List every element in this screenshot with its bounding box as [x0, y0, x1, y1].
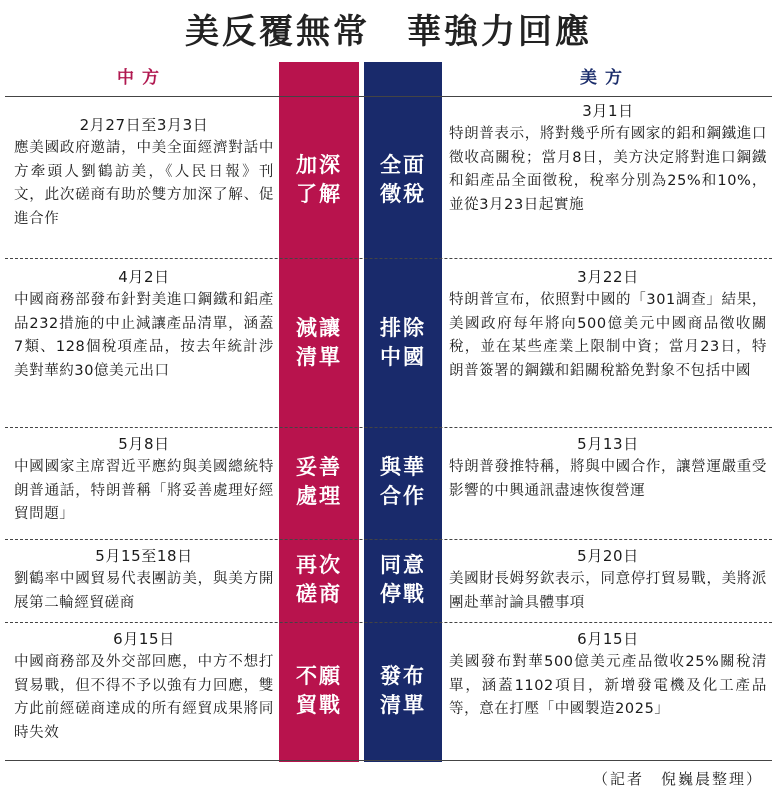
- us-tag: [363, 551, 443, 609]
- tag-line: 全面: [380, 153, 426, 177]
- tag-line: 清單: [380, 693, 426, 717]
- us-entry: [449, 266, 767, 383]
- row-divider: [5, 539, 772, 540]
- us-tag: [363, 453, 443, 511]
- us-entry: [449, 628, 767, 722]
- header-divider: [5, 96, 772, 97]
- entry-date: 6月15日: [577, 630, 639, 648]
- row-divider: [5, 427, 772, 428]
- entry-date: 5月15至18日: [95, 547, 193, 565]
- us-entry: [449, 433, 767, 503]
- entry-text: 應美國政府邀請，中美全面經濟對話中方牽頭人劉鶴訪美，《人民日報》刊文，此次磋商有助於雙方加深了解、促進合作: [14, 140, 274, 227]
- tag-line: 減讓: [296, 316, 342, 340]
- china-entry: [14, 114, 274, 231]
- china-tag: [279, 453, 359, 511]
- china-tag: [279, 551, 359, 609]
- us-entry: [449, 100, 767, 217]
- tag-line: 與華: [380, 455, 426, 479]
- entry-date: 5月8日: [118, 435, 170, 453]
- tag-line: 發布: [380, 664, 426, 688]
- entry-date: 5月13日: [577, 435, 639, 453]
- china-entry: [14, 545, 274, 615]
- tag-line: 排除: [380, 316, 426, 340]
- us-column-header: 美方: [580, 68, 630, 88]
- entry-text: 劉鶴率中國貿易代表團訪美，與美方開展第二輪經貿磋商: [14, 571, 274, 611]
- page-title: 美反覆無常 華強力回應: [185, 12, 592, 52]
- entry-text: 中國國家主席習近平應約與美國總統特朗普通話，特朗普稱「將妥善處理好經貿問題」: [14, 459, 274, 522]
- entry-text: 中國商務部發布針對美進口鋼鐵和鋁產品232措施的中止減讓產品清單，涵蓋7類、128個稅項產品，按去年統計涉美對華約30億美元出口: [14, 292, 274, 379]
- tag-line: 不願: [296, 664, 342, 688]
- china-entry: [14, 266, 274, 383]
- us-tag: [363, 151, 443, 209]
- china-entry: [14, 433, 274, 527]
- tag-line: 再次: [296, 553, 342, 577]
- entry-text: 特朗普宣布，依照對中國的「301調查」結果，美國政府每年將向500億美元中國商品徵收關稅，並在某些產業上限制中資；當月23日，特朗普簽署的鋼鐵和鋁關稅豁免對象不包括中國: [449, 292, 767, 379]
- reporter-credit: （記者 倪巍晨整理）: [592, 770, 763, 788]
- entry-date: 3月22日: [577, 268, 639, 286]
- entry-text: 美國發布對華500億美元產品徵收25%關稅清單，涵蓋1102項目，新增發電機及化工產品等，意在打壓「中國製造2025」: [449, 654, 767, 717]
- us-tag: [363, 314, 443, 372]
- entry-date: 5月20日: [577, 547, 639, 565]
- china-tag: [279, 314, 359, 372]
- row-divider: [5, 258, 772, 259]
- entry-text: 特朗普發推特稱，將與中國合作，讓營運嚴重受影響的中興通訊盡速恢復營運: [449, 459, 767, 499]
- china-column-header: 中方: [117, 68, 167, 88]
- china-entry: [14, 628, 274, 745]
- entry-date: 3月1日: [582, 102, 634, 120]
- tag-line: 徵稅: [380, 182, 426, 206]
- tag-line: 處理: [296, 484, 342, 508]
- tag-line: 貿戰: [296, 693, 342, 717]
- tag-line: 中國: [380, 345, 426, 369]
- row-divider: [5, 622, 772, 623]
- us-tag: [363, 662, 443, 720]
- china-tag: [279, 662, 359, 720]
- tag-line: 清單: [296, 345, 342, 369]
- tag-line: 了解: [296, 182, 342, 206]
- entry-date: 2月27日至3月3日: [79, 116, 209, 134]
- entry-date: 4月2日: [118, 268, 170, 286]
- tag-line: 加深: [296, 153, 342, 177]
- china-tag: [279, 151, 359, 209]
- entry-text: 美國財長姆努欽表示，同意停打貿易戰，美將派團赴華討論具體事項: [449, 571, 767, 611]
- tag-line: 合作: [380, 484, 426, 508]
- tag-line: 同意: [380, 553, 426, 577]
- entry-text: 中國商務部及外交部回應，中方不想打貿易戰，但不得不予以強有力回應，雙方此前經磋商達成的所有經貿成果將同時失效: [14, 654, 274, 741]
- bottom-divider: [5, 760, 772, 761]
- tag-line: 停戰: [380, 582, 426, 606]
- us-entry: [449, 545, 767, 615]
- entry-date: 6月15日: [113, 630, 175, 648]
- tag-line: 磋商: [296, 582, 342, 606]
- entry-text: 特朗普表示，將對幾乎所有國家的鋁和鋼鐵進口徵收高關稅；當月8日，美方決定將對進口鋼鐵和鋁產品全面徵稅，稅率分別為25%和10%，並從3月23日起實施: [449, 126, 767, 213]
- tag-line: 妥善: [296, 455, 342, 479]
